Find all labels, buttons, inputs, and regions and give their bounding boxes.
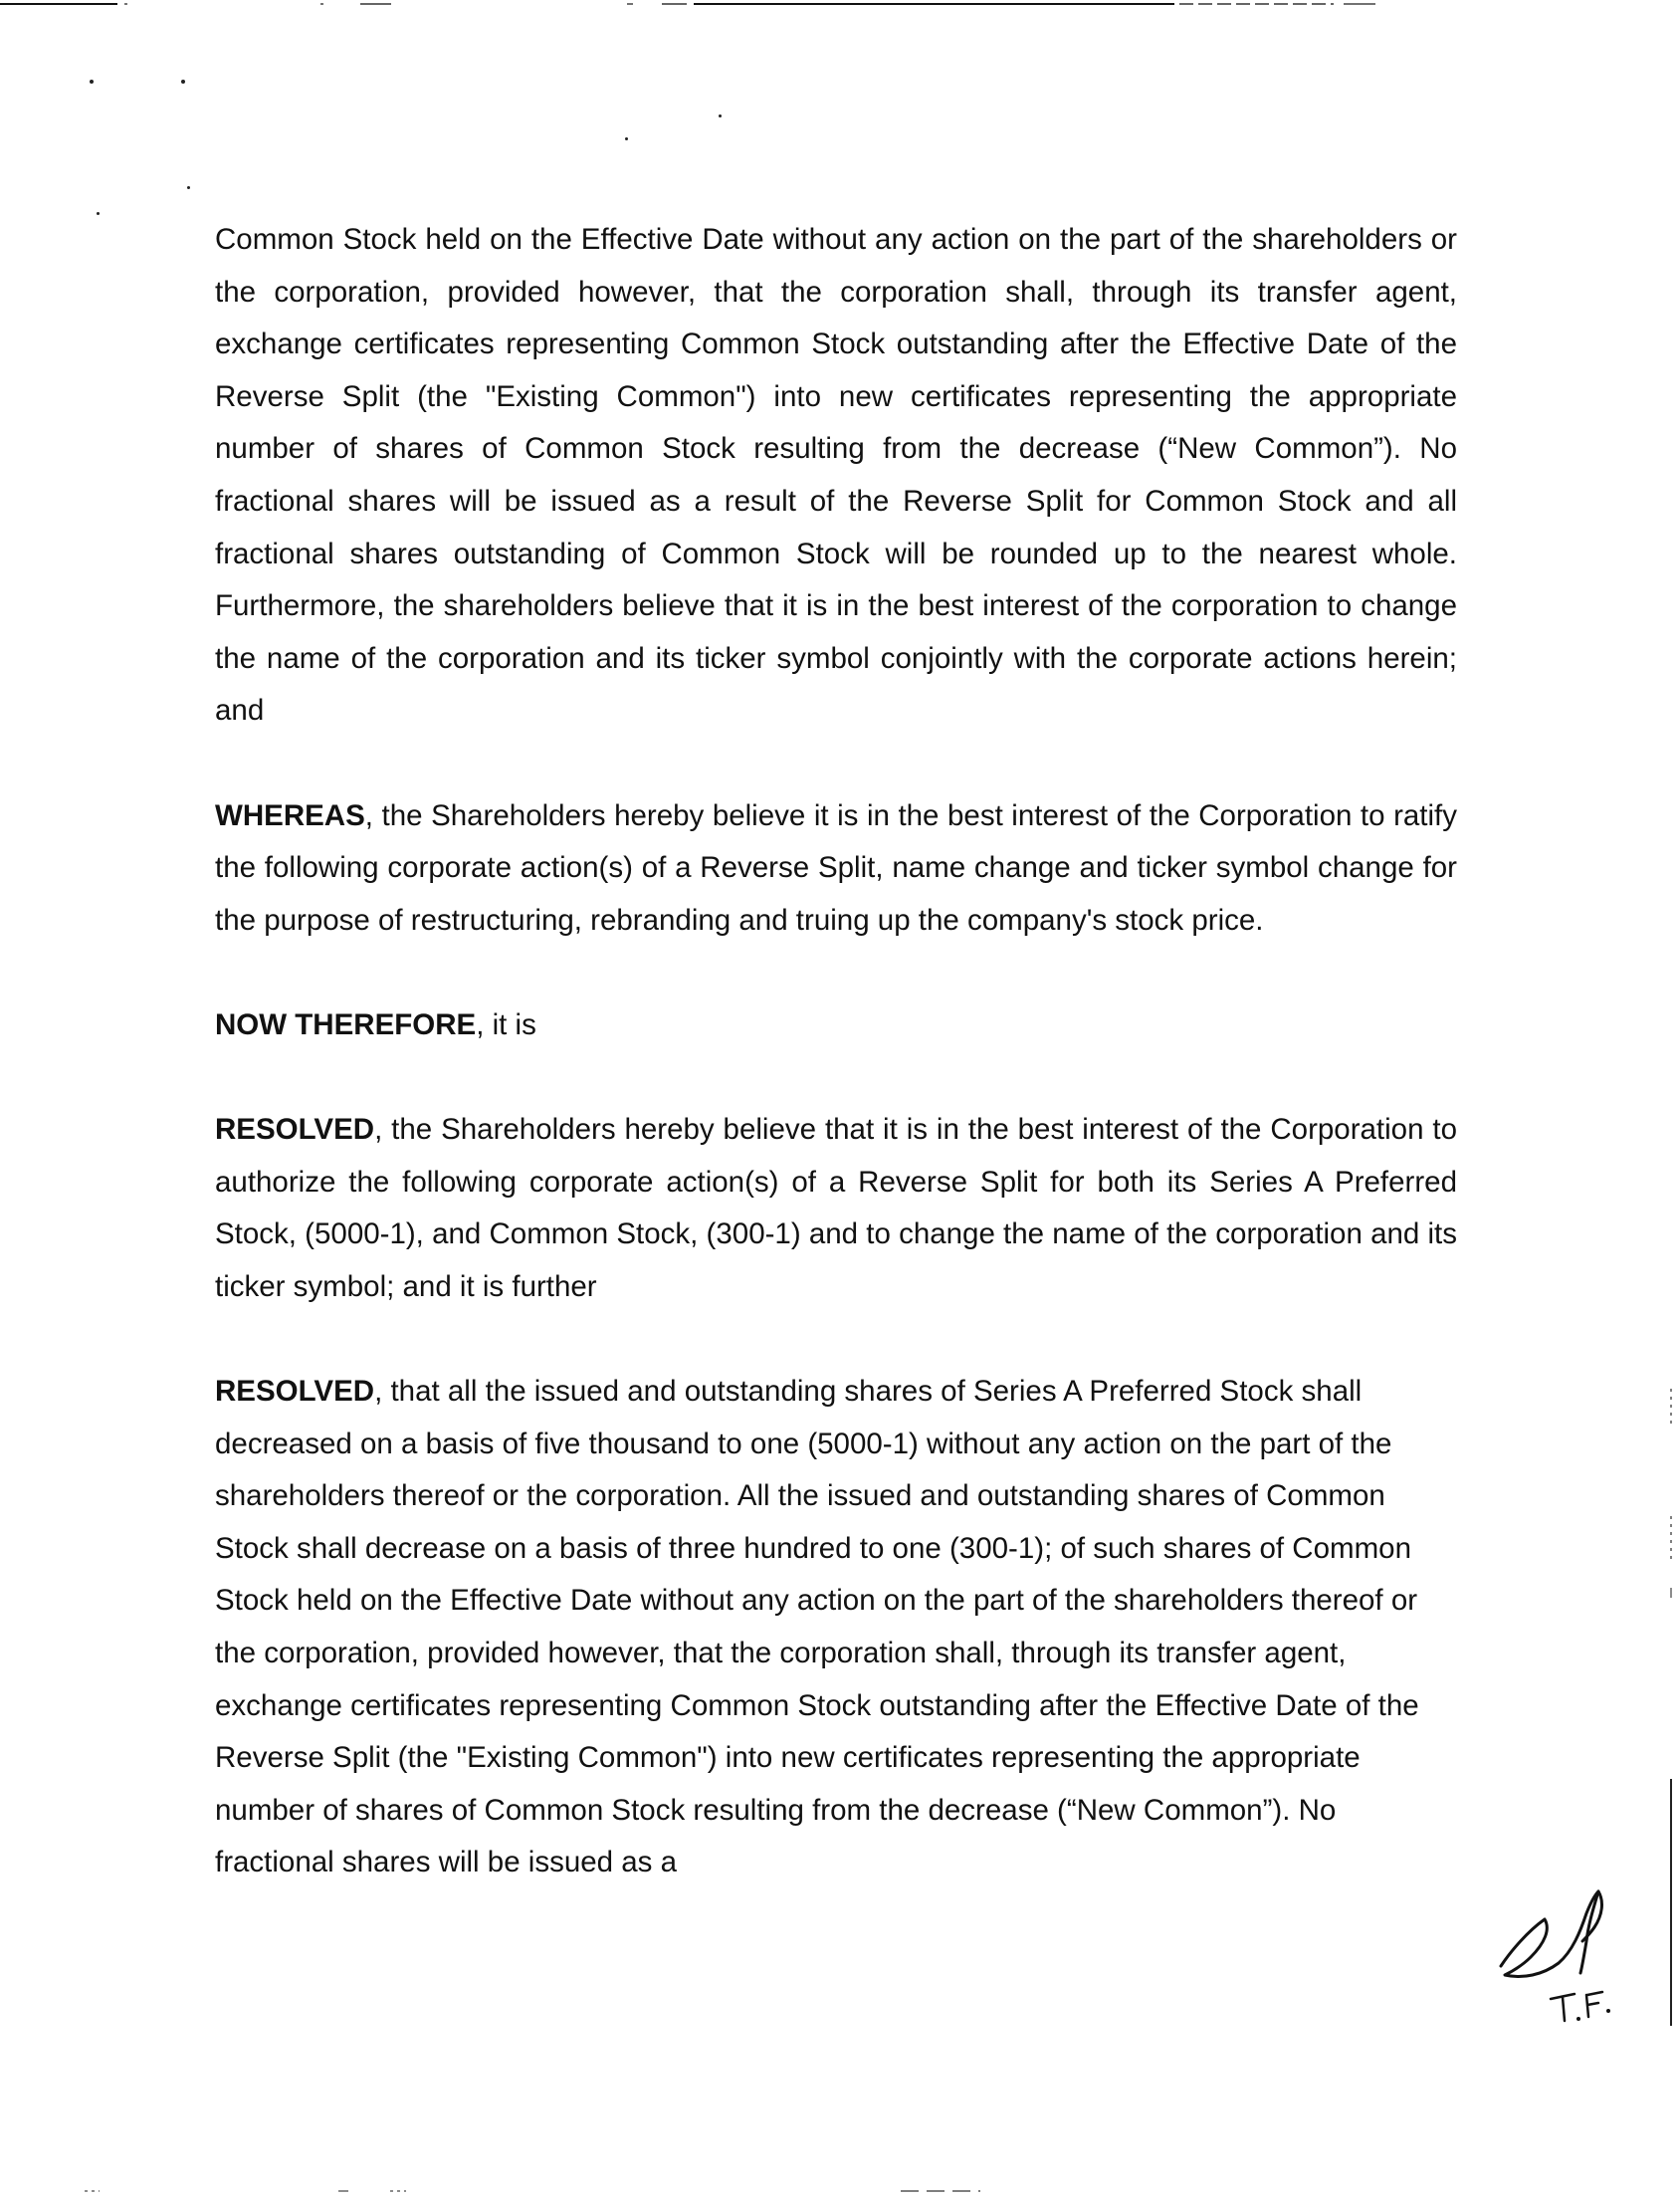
paragraph-text: Common Stock held on the Effective Date without any action on the part of the shareholders or the corporation, provided however, that the corporation shall, through its transfer agent, exchange certificates representing Common Stock outstanding after the Effective Date of the Reverse Split (the "Existing Common") into new certificates representing the appropriate number of shares of Common Stock resulting from the decrease (“New Common”). No fractional shares will be issued as a result of the Reverse Split for Common Stock and all fractional shares outstanding of Common Stock will be rounded up to the nearest whole. Furthermore, the shareholders believe that it is in the best interest of the corporation to change the name of the corporation and its ticker symbol conjointly with the corporate actions herein; and	[215, 223, 1457, 728]
paragraph-text: , it is	[476, 1007, 536, 1041]
scan-speck	[187, 186, 190, 189]
paragraph-resolved-first	[215, 1104, 1457, 1313]
paragraph-whereas	[215, 790, 1457, 948]
paragraph-lead: RESOLVED	[215, 1113, 375, 1147]
scan-speck	[90, 80, 94, 84]
bottom-scan-marks	[0, 2186, 1680, 2196]
paragraph-text: , the Shareholders hereby believe it is in the best interest of the Corporation to ratify the following corporate action(s) of a Reverse Split, name change and ticker symbol change for the purpose of restructuring, rebranding and truing up the company's stock price.	[215, 798, 1457, 937]
top-scan-rule	[0, 0, 1680, 8]
paragraph-lead: RESOLVED	[215, 1375, 375, 1409]
right-edge-scan-marks	[1668, 1389, 1674, 2026]
paragraph-text: , that all the issued and outstanding shares of Series A Preferred Stock shall decreased on a basis of five thousand to one (5000-1) without any action on the part of the shareholders thereof or the corporation. All the issued and outstanding shares of Common Stock shall decrease on a basis of three hundred to one (300-1); of such shares of Common Stock held on the Effective Date without any action on the part of the shareholders thereof or the corporation, provided however, that the corporation shall, through its transfer agent, exchange certificates representing Common Stock outstanding after the Effective Date of the Reverse Split (the "Existing Common") into new certificates representing the appropriate number of shares of Common Stock resulting from the decrease (“New Common”). No fractional shares will be issued as a	[215, 1375, 1419, 1879]
paragraph-lead: NOW THEREFORE	[215, 1007, 477, 1041]
paragraph-text: , the Shareholders hereby believe that it is in the best interest of the Corporation to authorize the following corporate action(s) of a Reverse Split for both its Series A Preferred Stock, (5000-1), and Common Stock, (300-1) and to change the name of the corporation and its ticker symbol; and it is further	[215, 1113, 1457, 1303]
paragraph-resolved-second	[215, 1366, 1457, 1889]
paragraph-continuation	[215, 214, 1457, 738]
scan-speck	[719, 114, 722, 117]
paragraph-lead: WHEREAS	[215, 798, 365, 832]
paragraph-now-therefore	[215, 999, 1457, 1052]
scan-speck	[625, 137, 628, 140]
handwritten-initials-signature	[1483, 1872, 1632, 2041]
scan-speck	[181, 80, 185, 84]
scan-speck	[97, 212, 100, 215]
document-body	[215, 214, 1457, 1889]
